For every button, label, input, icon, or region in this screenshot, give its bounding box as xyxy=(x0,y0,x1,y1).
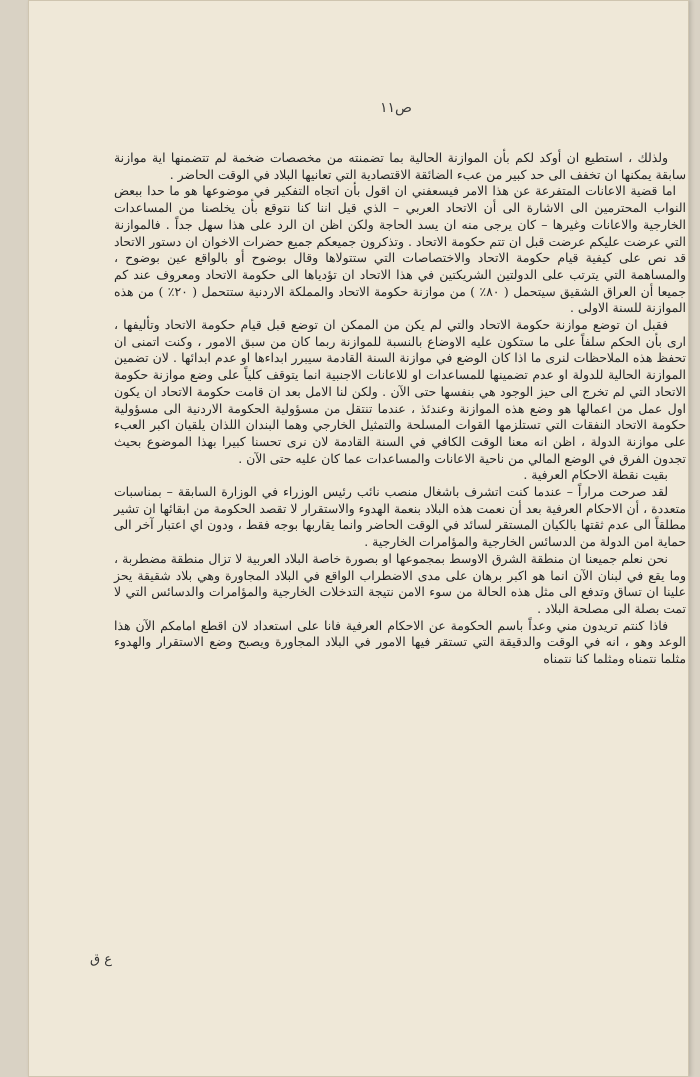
paragraph-3: فقبل ان توضع موازنة حكومة الاتحاد والتي لم يكن من الممكن ان توضع قبل قيام حكومة الاتحاد وتأليفها ، ارى بأن الحكم سلفاً على ما ستكون عليه الاوضاع بالنسبة للموازنة ربما كان من سبق الامور ، وكنت اتمنى ان تحفظ هذه الملاحظات لنرى ما اذا كان الوضع في موازنة السنة القادمة سيبرر ابداءها او عدم ابدائها . لان تضمين الموازنة الحالية للدولة او عدم تضمينها للمساعدات او للاعانات الاجنبية انما يتوقف كلياً على وضع موازنة حكومة الاتحاد التي لم تخرج الى حيز الوجود هي بنفسها حتى الآن . ولكن لنا الامل بعد ان قامت حكومة الاتحاد ان يكون اول عمل من اعمالها هو وضع هذه الموازنة وعندئذ ، عندما تنتقل من مسؤولية الحكومة الاردنية الى مسؤولية حكومة الاتحاد النفقات التي تستلزمها القوات المسلحة والتمثيل الخارجي وهما البندان اللذان يلقيان اكبر العبء على موازنة الدولة ، اظن انه معنا الوقت الكافي في السنة القادمة لان نرى تحسنا كبيرا بهذا الموضوع بحيث تجدون الفرق في الوضع المالي من ناحية الاعانات والمساعدات عما كان عليه حتى الآن . xyxy=(114,317,686,466)
document-body xyxy=(114,150,686,668)
paragraph-7: فاذا كنتم تريدون مني وعداً باسم الحكومة عن الاحكام العرفية فانا على استعداد لان اقطع امامكم الآن هذا الوعد وهو ، انه في الوقت والدقيقة التي تستقر فيها الامور في البلاد المجاورة ويصبح وضع الاستقرار والهدوء مثلما نتمناه ومثلما كنا نتمناه xyxy=(114,617,686,667)
footer-mark: ع ق xyxy=(90,952,112,967)
page-number: ص١١ xyxy=(380,100,412,116)
paragraph-6: نحن نعلم جميعنا ان منطقة الشرق الاوسط بمجموعها او بصورة خاصة البلاد العربية لا تزال منطقة مضطربة ، وما يقع في لبنان الآن انما هو اكبر برهان على مدى الاضطراب الواقع في البلاد المجاورة وهي بلاد شقيقة يحز علينا ان تساق وتدفع الى مثل هذه الحالة من سوء الامن نتيجة التدخلات الخارجية والمؤامرات والدسائس التي لا تمت بصلة الى مصلحة البلاد . xyxy=(114,550,686,616)
document-page xyxy=(28,0,689,1077)
paragraph-4: بقيت نقطة الاحكام العرفية . xyxy=(523,467,668,483)
paragraph-5: لقد صرحت مراراً – عندما كنت اتشرف باشغال منصب نائب رئيس الوزراء في الوزارة السابقة – بمناسبات متعددة ، أن الاحكام العرفية بعد أن نعمت هذه البلاد بنعمة الهدوء والاستقرار لا تقصد الحكومة من ابقائها ان تشير مطلقاً الى عدم ثقتها بالكيان المستقر لسائد في الوقت الحاضر وانما يقاربها بوجه فقط ، ودون اي اعتبار آخر الى حماية امن الدولة من الدسائس الخارجية والمؤامرات الخارجية . xyxy=(114,484,686,550)
paragraph-2: اما قضية الاعانات المتفرعة عن هذا الامر فيسعفني ان اقول بأن اتجاه التفكير في موضوعها هو ما حدا ببعض النواب المحترمين الى الاشارة الى أن الاتحاد العربي – الذي قيل اننا كنا نتوقع بأن يخلصنا من المساعدات الخارجية والاعانات وغيرها – كان يرجى منه ان يسد الحاجة ولكن اظن ان الرد على هذا سهل جداً . فالموازنة التي عرضت عليكم عرضت قبل ان تتم حكومة الاتحاد . وتذكرون جميعكم جميع حضرات الاخوان ان دستور الاتحاد قد نص على كيفية قيام حكومة الاتحاد والاختصاصات التي ستتولاها وقال بوضوح أو بالواقع عين بوضوح ، والمساهمة التي يترتب على الدولتين الشريكتين في هذا الاتحاد ان تؤدياها الى حكومة الاتحاد ومعروف عند كم جميعا أن العراق الشقيق سيتحمل ( ٨٠٪ ) من موازنة حكومة الاتحاد والمملكة الاردنية ستتحمل ( ٢٠٪ ) من هذه الموازنة للسنة الاولى . xyxy=(114,183,686,316)
paragraph-1: ولذلك ، استطيع ان أوكد لكم بأن الموازنة الحالية بما تضمنته من مخصصات ضخمة لم تتضمنها اية موازنة سابقة يمكنها ان تخفف الى حد كبير من عبء الضائقة الاقتصادية التي تعانيها البلاد في الوقت الحاضر . xyxy=(114,150,686,182)
